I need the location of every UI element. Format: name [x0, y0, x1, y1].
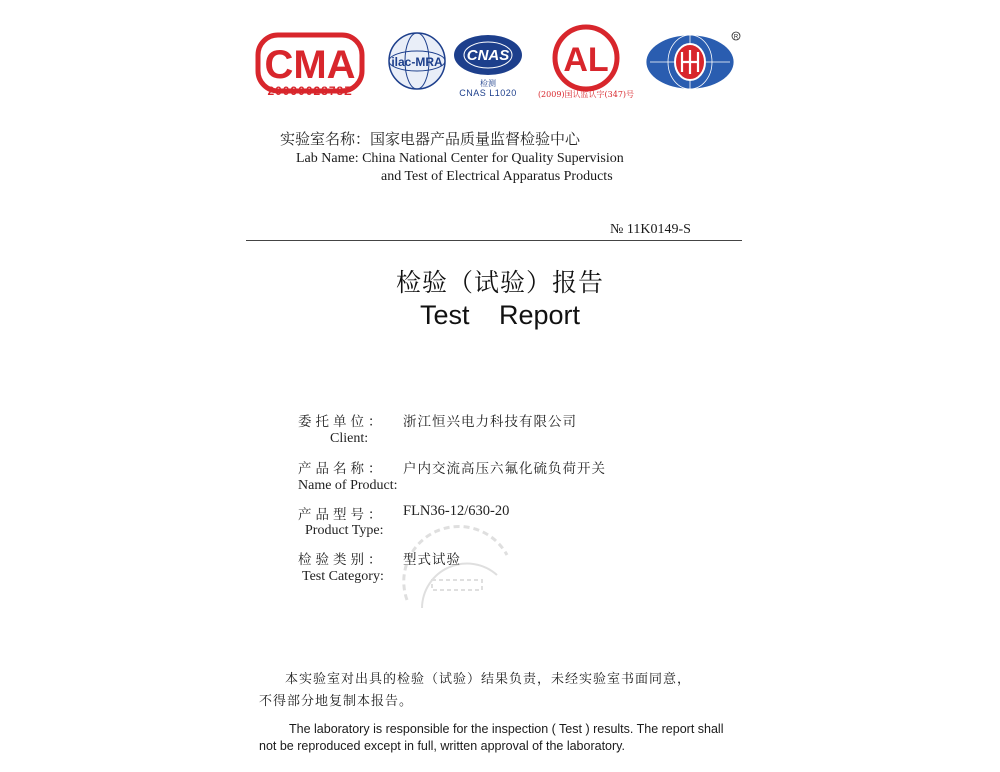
ilac-mark-text: ilac-MRA: [391, 55, 443, 69]
product-name-label-cn: 产品名称：: [298, 461, 386, 477]
lab-name-cn: 实验室名称：国家电器产品质量监督检验中心: [280, 130, 581, 148]
globe-logo-icon: [642, 30, 742, 92]
product-name-label-en: Name of Product:: [298, 478, 398, 493]
header-divider: [246, 240, 742, 241]
svg-text:R: R: [733, 34, 739, 41]
disclaimer-cn-line1: 本实验室对出具的检验（试验）结果负责，未经实验室书面同意，: [285, 672, 692, 687]
disclaimer-en-line2: not be reproduced except in full, written approval of the laboratory.: [259, 739, 625, 753]
ilac-mra-logo-icon: [382, 30, 452, 92]
product-type-label-cn: 产品型号：: [298, 507, 386, 523]
cma-number: 2009002878Z: [267, 84, 353, 98]
report-title-en: Test Report: [419, 300, 581, 330]
cma-mark-text: CMA: [264, 43, 356, 87]
cnas-logo-icon: [450, 30, 526, 80]
al-mark-text: AL: [563, 41, 609, 79]
al-logo-icon: [548, 24, 624, 94]
al-caption: (2009)国认监认字(347)号: [537, 90, 635, 99]
test-category-value: 型式试验: [403, 552, 461, 568]
test-category-label-cn: 检验类别：: [298, 552, 386, 568]
test-category-label-en: Test Category:: [302, 569, 384, 584]
cnas-mark-text: CNAS: [466, 47, 510, 64]
cnas-sub-label: 检测: [480, 79, 496, 88]
disclaimer-cn-line2: 不得部分地复制本报告。: [259, 694, 414, 709]
report-number: № 11K0149-S: [610, 222, 691, 237]
product-type-value: FLN36-12/630-20: [403, 503, 510, 519]
cnas-number: CNAS L1020: [459, 88, 517, 98]
faint-seal-stamp-icon: [392, 520, 522, 620]
client-value: 浙江恒兴电力科技有限公司: [403, 414, 577, 430]
product-type-label-en: Product Type:: [305, 523, 384, 538]
lab-name-en-line1: Lab Name: China National Center for Quality Supervision: [296, 151, 624, 166]
client-label-cn: 委托单位：: [298, 414, 386, 430]
lab-name-en-line2: and Test of Electrical Apparatus Products: [381, 169, 613, 184]
product-name-value: 户内交流高压六氟化硫负荷开关: [403, 461, 606, 477]
disclaimer-en-line1: The laboratory is responsible for the inspection ( Test ) results. The report shall: [289, 722, 724, 736]
client-label-en: Client:: [330, 431, 369, 446]
report-title-cn: 检验（试验）报告: [395, 268, 604, 297]
